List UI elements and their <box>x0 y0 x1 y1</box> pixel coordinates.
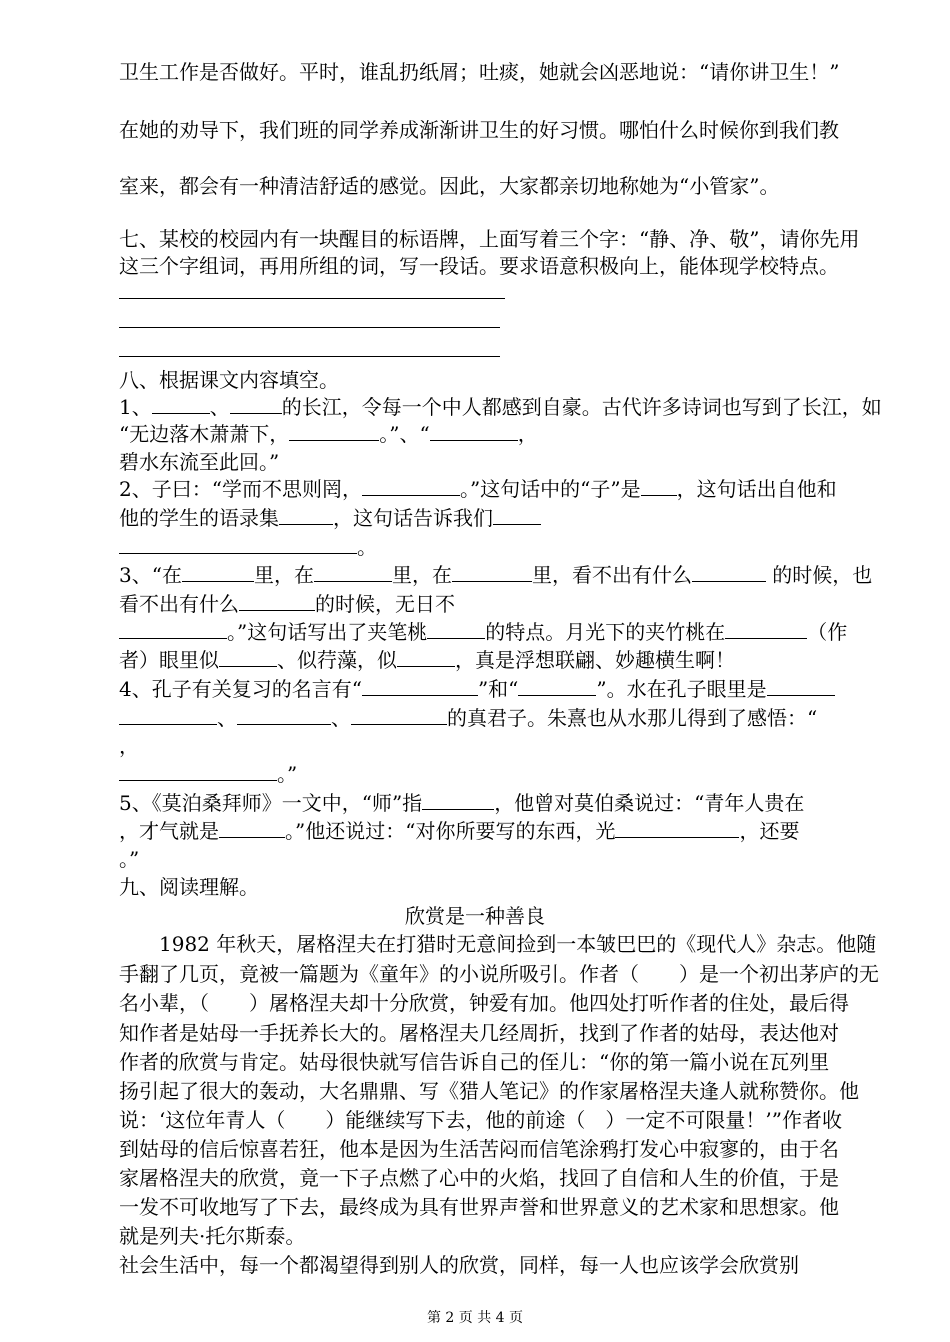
text: ，还要 <box>739 819 800 843</box>
fill-blank[interactable] <box>615 819 739 838</box>
text: 里，看不出有什么 <box>531 563 692 587</box>
text: 说：‘这位年青人（ ）能继续写下去，他的前途（ ）一定不可限量！’”作者收 <box>119 1108 842 1132</box>
fill-blank[interactable] <box>430 422 518 441</box>
text: 的特点。月光下的夹竹桃在 <box>485 620 726 644</box>
text: 。 <box>357 535 377 559</box>
q8-2-line <box>119 535 377 559</box>
passage-line <box>119 1079 859 1103</box>
text: 的长江，令每一个中人都感到自豪。古代许多诗词也写到了长江，如 <box>281 395 882 419</box>
text: 八、根据课文内容填空。 <box>119 368 339 392</box>
text-line <box>119 60 839 84</box>
section-9-heading <box>119 875 259 899</box>
passage-line <box>119 1166 839 1190</box>
text: 的时候，也 <box>765 563 873 587</box>
text: ， <box>119 734 139 758</box>
text: 作者的欣赏与肯定。姑母很快就写信告诉自己的侄儿：“你的第一篇小说在瓦列里 <box>119 1050 830 1074</box>
text: 。”、“ <box>379 422 430 446</box>
text: ，这句话告诉我们 <box>333 506 493 530</box>
text: 2、子曰：“学而不思则罔， <box>119 477 362 501</box>
fill-blank[interactable] <box>119 620 227 639</box>
text: 名小辈，（ ）屠格涅夫却十分欣赏，钟爱有加。他四处打听作者的住处，最后得 <box>119 991 849 1015</box>
text: ，才气就是 <box>119 819 219 843</box>
fill-blank[interactable] <box>239 592 315 611</box>
fill-blank[interactable] <box>397 648 455 667</box>
passage-line <box>119 1224 305 1248</box>
fill-blank[interactable] <box>452 563 532 582</box>
text-line <box>119 118 839 142</box>
text: ，他曾对莫伯桑说过：“青年人贵在 <box>494 791 805 815</box>
page-number: 第 2 页 共 4 页 <box>426 1310 524 1326</box>
text: “无边落木萧萧下， <box>119 422 290 446</box>
q8-3-line <box>119 563 872 587</box>
text: ”。水在孔子眼里是 <box>596 677 767 701</box>
fill-blank[interactable] <box>152 395 210 414</box>
text: ，真是浮想联翩、妙趣横生啊！ <box>455 648 735 672</box>
fill-blank[interactable] <box>725 620 807 639</box>
text: 5、《莫泊桑拜师》一文中，“师”指 <box>119 791 423 815</box>
text: 家屠格涅夫的欣赏，竟一下子点燃了心中的火焰，找回了自信和人生的价值，于是 <box>119 1166 839 1190</box>
q8-4-line <box>119 762 297 786</box>
text: 欣赏是一种善良 <box>405 904 545 928</box>
text: 他的学生的语录集 <box>119 506 279 530</box>
text: 知作者是姑母一手抚养长大的。屠格涅夫几经周折，找到了作者的姑母，表达他对 <box>119 1021 839 1045</box>
text: 到姑母的信后惊喜若狂，他本是因为生活苦闷而信笔涂鸦打发心中寂寥的，由于名 <box>119 1137 839 1161</box>
text-line <box>119 174 779 198</box>
text: 手翻了几页，竟被一篇题为《童年》的小说所吸引。作者（ ）是一个初出茅庐的无 <box>119 962 879 986</box>
fill-blank[interactable] <box>279 506 333 525</box>
passage-line <box>119 1050 829 1074</box>
passage-line <box>119 991 849 1015</box>
fill-blank[interactable] <box>351 706 447 725</box>
text: 一发不可收地写了下去，最终成为具有世界声誉和世界意义的艺术家和思想家。他 <box>119 1195 839 1219</box>
q8-3-line <box>119 620 847 644</box>
text: 3、“在 <box>119 563 182 587</box>
text: 看不出有什么 <box>119 592 239 616</box>
passage-line <box>119 1021 839 1045</box>
passage-line <box>119 1195 839 1219</box>
text: （作 <box>807 620 848 644</box>
fill-blank[interactable] <box>230 395 282 414</box>
text: 里，在 <box>391 563 452 587</box>
text: 、 <box>217 706 237 730</box>
fill-blank[interactable] <box>219 648 277 667</box>
fill-blank[interactable] <box>119 762 277 781</box>
q8-1-line <box>119 395 882 419</box>
text: 。”他还说过：“对你所要写的东西，光 <box>285 819 616 843</box>
q8-3-line <box>119 592 455 616</box>
text: 扬引起了很大的轰动，大名鼎鼎、写《猎人笔记》的作家屠格涅夫逢人就称赞你。他 <box>119 1079 859 1103</box>
q8-1-line <box>119 450 279 474</box>
fill-blank[interactable] <box>219 819 285 838</box>
q8-3-line <box>119 648 735 672</box>
answer-line[interactable] <box>119 327 500 328</box>
passage-line <box>119 1253 799 1277</box>
fill-blank[interactable] <box>692 563 766 582</box>
text: 。”这句话中的“子”是 <box>459 477 641 501</box>
fill-blank[interactable] <box>641 477 677 496</box>
fill-blank[interactable] <box>289 422 379 441</box>
q8-4-line <box>119 734 139 758</box>
text: 的时候，无日不 <box>315 592 455 616</box>
text: 七、某校的校园内有一块醒目的标语牌，上面写着三个字：“静、净、敬”，请你先用 <box>119 227 860 251</box>
text: 、似荇藻，似 <box>277 648 397 672</box>
text: 者）眼里似 <box>119 648 219 672</box>
page-footer <box>0 1309 950 1327</box>
text: 九、阅读理解。 <box>119 875 259 899</box>
passage-line <box>119 1108 842 1132</box>
fill-blank[interactable] <box>119 706 217 725</box>
q8-1-line <box>119 422 538 446</box>
text: 这三个字组词，再用所组的词，写一段话。要求语意积极向上，能体现学校特点。 <box>119 254 839 278</box>
fill-blank[interactable] <box>518 677 596 696</box>
passage-line <box>159 932 876 956</box>
reading-title <box>0 904 950 928</box>
answer-line[interactable] <box>119 356 500 357</box>
text: ”和“ <box>477 677 519 701</box>
fill-blank[interactable] <box>119 535 357 554</box>
q8-4-line <box>119 677 835 701</box>
text: 4、孔子有关复习的名言有“ <box>119 677 362 701</box>
text: 1、 <box>119 395 152 419</box>
text: 在她的劝导下，我们班的同学养成渐渐讲卫生的好习惯。哪怕什么时候你到我们教 <box>119 118 839 142</box>
text: 碧水东流至此回。” <box>119 450 280 474</box>
text: 的真君子。朱熹也从水那儿得到了感悟：“ <box>447 706 818 730</box>
text: 里，在 <box>253 563 314 587</box>
text: 。” <box>119 847 140 871</box>
text: 、 <box>331 706 351 730</box>
passage-line <box>119 1137 839 1161</box>
fill-blank[interactable] <box>427 620 485 639</box>
text: 。”这句话写出了夹笔桃 <box>227 620 428 644</box>
text: 室来，都会有一种清洁舒适的感觉。因此，大家都亲切地称她为“小管家”。 <box>119 174 780 198</box>
text: 1982 年秋天，屠格涅夫在打猎时无意间捡到一本皱巴巴的《现代人》杂志。他随 <box>159 932 877 956</box>
fill-blank[interactable] <box>362 477 460 496</box>
answer-line[interactable] <box>119 298 505 299</box>
text: 。” <box>277 762 298 786</box>
question-7-line <box>119 254 839 278</box>
text: 、 <box>209 395 230 419</box>
text: ，这句话出自他和 <box>676 477 837 501</box>
q8-2-line <box>119 506 541 530</box>
fill-blank[interactable] <box>362 677 478 696</box>
section-8-heading <box>119 368 339 392</box>
text: 卫生工作是否做好。平时，谁乱扔纸屑；吐痰，她就会凶恶地说：“请你讲卫生！” <box>119 60 840 84</box>
fill-blank[interactable] <box>237 706 331 725</box>
q8-5-line <box>119 819 799 843</box>
text: 社会生活中，每一个都渴望得到别人的欣赏，同样，每一人也应该学会欣赏别 <box>119 1253 799 1277</box>
question-7-line <box>119 227 859 251</box>
fill-blank[interactable] <box>314 563 392 582</box>
q8-2-line <box>119 477 837 501</box>
q8-5-line <box>119 791 804 815</box>
fill-blank[interactable] <box>767 677 835 696</box>
fill-blank[interactable] <box>182 563 254 582</box>
fill-blank[interactable] <box>493 506 541 525</box>
q8-5-line <box>119 847 139 871</box>
passage-line <box>119 962 879 986</box>
q8-4-line <box>119 706 817 730</box>
text: 就是列夫·托尔斯泰。 <box>119 1224 306 1248</box>
fill-blank[interactable] <box>422 791 494 810</box>
text: ， <box>517 422 538 446</box>
